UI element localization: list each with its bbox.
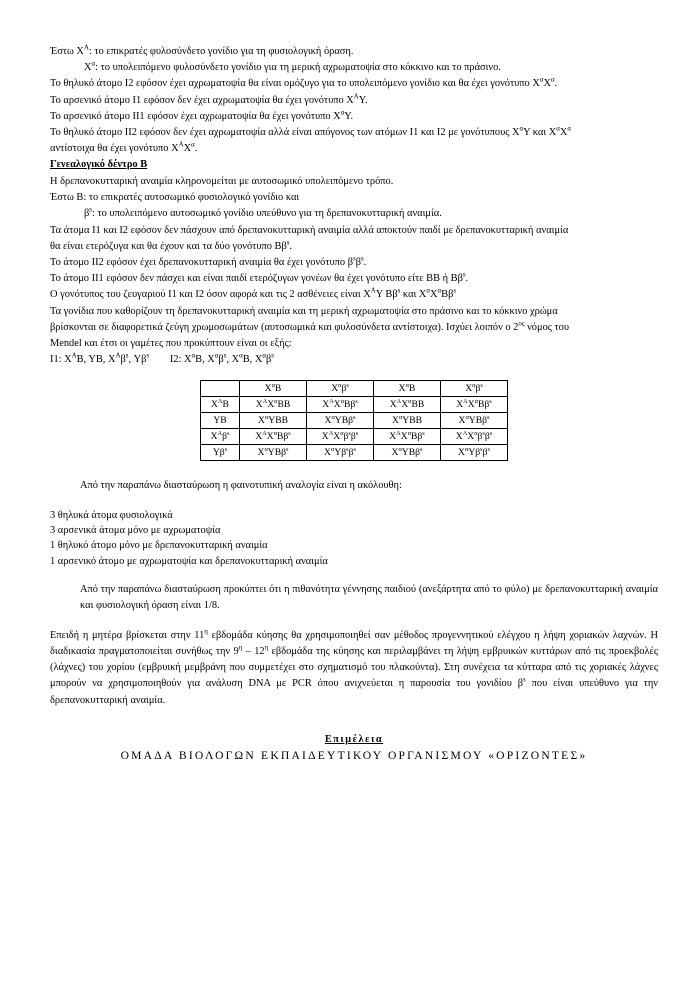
phenotype-ratio-list xyxy=(50,508,658,570)
punnett-row xyxy=(201,397,508,413)
gametes-i1-label: Ι1: xyxy=(50,354,65,366)
punnett-square-container xyxy=(50,380,658,461)
line-1-prefix: Έστω X xyxy=(50,46,84,57)
punnett-cell: $X^AX^\alpha B\beta^s$ xyxy=(240,429,307,445)
punnett-cell: $X^\alpha Y\beta^s\beta^s$ xyxy=(307,445,374,461)
section-a-line-6: Το θηλυκό άτομο ΙΙ2 εφόσον δεν έχει αχρωματοψία αλλά είναι απόγονος των ατόμων Ι1 και Ι2 με γονότυπους $X^\alpha\Upsilon$ και $X^\alpha X^\alpha$ xyxy=(50,125,571,139)
ratio-item: 3 θηλυκά άτομα φυσιολογικά xyxy=(50,509,173,521)
punnett-cell: $X^\alpha YB\beta^s$ xyxy=(307,413,374,429)
punnett-square-table xyxy=(200,380,508,461)
punnett-row-header: $X^A\beta^s$ xyxy=(201,429,240,445)
section-b-line-11: Mendel και έτσι οι γαμέτες που προκύπτουν είναι οι εξής: xyxy=(50,338,292,350)
section-b-line-7: Το άτομο ΙΙ1 εφόσον δεν πάσχει και είναι παιδί ετερόζυγων γονέων θα έχει γονότυπο είτε ΒΒ ή $B\beta^s$. xyxy=(50,271,469,285)
punnett-row-header: $Y\beta^s$ xyxy=(201,445,240,461)
prenatal-sup-4: s xyxy=(523,676,526,684)
document-footer xyxy=(50,729,658,762)
punnett-cell: $X^\alpha Y\beta^s\beta^s$ xyxy=(441,445,508,461)
punnett-cell: $X^AX^\alpha B\beta^s$ xyxy=(307,397,374,413)
punnett-row-header: $X^AB$ xyxy=(201,397,240,413)
punnett-row xyxy=(201,445,508,461)
section-a-line-4: Το αρσενικό άτομο Ι1 εφόσον δεν έχει αχρωματοψία θα έχει γονότυπο $X^A\Upsilon$. xyxy=(50,93,368,106)
section-b-line-9: Τα γονίδια που καθορίζουν τη δρεπανοκυτταρική αναιμία και τη μερική αχρωματοψία στο πράσινο και το κόκκινο χρώμα xyxy=(50,305,558,317)
section-a-line-1 xyxy=(50,44,658,60)
prenatal-sup-1: η xyxy=(204,628,208,636)
line-2-prefix: X xyxy=(84,62,92,74)
prenatal-paragraph xyxy=(50,628,658,709)
prenatal-text-b: εβδομάδα κύησης θα χρησιμοποιηθεί σαν μέθοδος προγεννητικού ελέγχου η λήψη χοριακών λαχνών. Η διαδικασία πραγματοποιείται συνήθως την 9 xyxy=(50,629,658,657)
section-a xyxy=(50,44,658,157)
section-b-line-2: Έστω Β: το επικρατές αυτοσωμικό φυσιολογικό γονίδιο και xyxy=(50,192,300,204)
prenatal-text-d: εβδομάδα της κύησης και περιλαμβάνει τη λήψη εμβρυικών κυττάρων από τις προεκβολές (λάχνες) του χορίου (εμβρυική μεμβράνη που συμμετέχει στο σχηματισμό του πλακούντα). Στη συνέχεια τα κύτταρα από τις χοριακές λάχνες μπορούν να χρησιμοποιηθούν για ανάλυση DNA με PCR όπου ανιχνεύεται η παρουσία του γονιδίου β xyxy=(50,645,658,690)
punnett-body xyxy=(201,381,508,461)
section-a-line-3: Το θηλυκό άτομο Ι2 εφόσον έχει αχρωματοψία θα είναι ομόζυγο για το υπολειπόμενο γονίδιο και θα έχει γονότυπο $X^\alpha X^\alpha$. xyxy=(50,76,558,90)
punnett-cell: $X^AX^\alpha\beta^s\beta^s$ xyxy=(307,429,374,445)
punnett-column-header: $X^\alpha\beta^s$ xyxy=(441,381,508,397)
section-b-line-1: Η δρεπανοκυτταρική αναιμία κληρονομείται με αυτοσωμικό υπολειπόμενο τρόπο. xyxy=(50,176,394,188)
section-a-line-5: Το αρσενικό άτομο ΙΙ1 εφόσον έχει αχρωματοψία θα έχει γονότυπο $X^\alpha\Upsilon$. xyxy=(50,109,354,122)
footer-title-wrap xyxy=(50,729,658,747)
prenatal-text-c: – 12 xyxy=(242,645,265,657)
results-section xyxy=(50,478,658,614)
section-b-line-3: $\beta^s$: το υπολειπόμενο αυτοσωμικό γονίδιο υπεύθυνο για τη δρεπανοκυτταρική αναιμία. xyxy=(84,206,442,220)
line-1-suffix: : το επικρατές φυλοσύνδετο γονίδιο για τη φυσιολογική όραση. xyxy=(88,46,354,57)
section-b-line-10 xyxy=(50,320,658,336)
prenatal-sup-3: η xyxy=(264,644,269,652)
section-b-line-5: θα είναι ετερόζυγα και θα έχουν και τα δύο γονότυπο $B\beta^s$. xyxy=(50,239,293,252)
punnett-cell: $X^\alpha YB\beta^s$ xyxy=(374,445,441,461)
punnett-cell: $X^AX^\alpha B\beta^s$ xyxy=(374,429,441,445)
line-1-superscript: A xyxy=(83,44,89,52)
gametes-line: Ι1: $X^AB$, ΥΒ, $X^A\beta^s$, $\Upsilon\beta^s$ Ι2: $X^\alpha B$, $X^\alpha\beta^s$, $X^\alpha B$, $X^\alpha\beta^s$ xyxy=(50,352,274,366)
ratio-item: 1 αρσενικό άτομο με αχρωματοψία και δρεπανοκυτταρική αναιμία xyxy=(50,555,328,567)
punnett-row xyxy=(201,429,508,445)
punnett-cell: $X^\alpha YB\beta^s$ xyxy=(240,445,307,461)
punnett-cell: $X^AX^\alpha BB$ xyxy=(240,397,307,413)
punnett-cell: $X^\alpha YB\beta^s$ xyxy=(441,413,508,429)
section-b-heading: Γενεαλογικό δέντρο Β xyxy=(50,159,148,171)
gametes-i2-label: Ι2: xyxy=(169,354,185,366)
prenatal-sup-2: η xyxy=(238,644,243,652)
prenatal-text-a: Επειδή η μητέρα βρίσκεται στην 11 xyxy=(50,629,205,641)
punnett-column-header: $X^\alpha B$ xyxy=(374,381,441,397)
footer-title: Επιμέλεια xyxy=(324,733,384,745)
line-2-suffix: : το υπολειπόμενο φυλοσύνδετο γονίδιο για τη μερική αχρωματοψία στο κόκκινο και το πράσινο. xyxy=(95,62,501,74)
punnett-row xyxy=(201,413,508,429)
punnett-cell: $X^AX^\alpha\beta^s\beta^s$ xyxy=(441,429,508,445)
punnett-row-header: YB xyxy=(201,413,240,429)
section-b-line-4: Τα άτομα Ι1 και Ι2 εφόσον δεν πάσχουν από δρεπανοκυτταρική αναιμία αλλά αποκτούν παιδί με δρεπανοκυτταρική αναιμία xyxy=(50,224,569,236)
section-b xyxy=(50,157,658,368)
footer-organization: ΟΜΑΔΑ ΒΙΟΛΟΓΩΝ ΕΚΠΑΙΔΕΥΤΙΚΟΥ ΟΡΓΑΝΙΣΜΟΥ «ΟΡΙΖΟΝΤΕΣ» xyxy=(120,748,588,762)
punnett-column-header: $X^\alpha B$ xyxy=(240,381,307,397)
punnett-corner-cell xyxy=(201,381,240,397)
results-intro: Από την παραπάνω διασταύρωση η φαινοτυπική αναλογία είναι η ακόλουθη: xyxy=(80,480,402,492)
ratio-item: 1 θηλυκό άτομο μόνο με δρεπανοκυτταρική αναιμία xyxy=(50,540,268,552)
punnett-header-row xyxy=(201,381,508,397)
section-b-line-8: Ο γονότυπος του ζευγαριού Ι1 και Ι2 όσον αφορά και τις 2 ασθένειες είναι $X^A\Upsilon$ $B\beta^s$ και $X^\alpha X^\alpha B\beta^s$ xyxy=(50,287,457,301)
line-10-suffix: νόμος του xyxy=(524,321,570,333)
section-b-line-6: Το άτομο ΙΙ2 εφόσον έχει δρεπανοκυτταρική αναιμία θα έχει γονότυπο $\beta^s\beta^s$. xyxy=(50,255,367,269)
punnett-cell: $X^\alpha YBB$ xyxy=(374,413,441,429)
section-a-line-7: αντίστοιχα θα έχει γονότυπο $X^AX^\alpha$. xyxy=(50,141,198,155)
line-10-prefix: βρίσκονται σε διαφορετικά ζεύγη χρωμοσωμάτων (αυτοσωμικά και φυλοσύνδετα αντίστοιχα). Ισχύει λοιπόν ο 2 xyxy=(50,321,519,333)
ratio-item: 3 αρσενικά άτομα μόνο με αχρωματοψία xyxy=(50,525,221,537)
line-2-superscript: α xyxy=(91,60,96,68)
section-a-line-2 xyxy=(50,60,658,76)
punnett-cell: $X^AX^\alpha BB$ xyxy=(374,397,441,413)
prenatal-text-e: που είναι υπεύθυνο για την δρεπανοκυτταρική αναιμία. xyxy=(50,678,658,706)
line-10-superscript: ος xyxy=(518,320,525,328)
punnett-cell: $X^\alpha YBB$ xyxy=(240,413,307,429)
punnett-column-header: $X^\alpha\beta^s$ xyxy=(307,381,374,397)
punnett-cell: $X^AX^\alpha B\beta^s$ xyxy=(441,397,508,413)
probability-paragraph: Από την παραπάνω διασταύρωση προκύπτει ότι η πιθανότητα γέννησης παιδιού (ανεξάρτητα από το φύλο) με δρεπανοκυτταρική αναιμία και φυσιολογική όραση είναι 1/8. xyxy=(80,584,658,612)
